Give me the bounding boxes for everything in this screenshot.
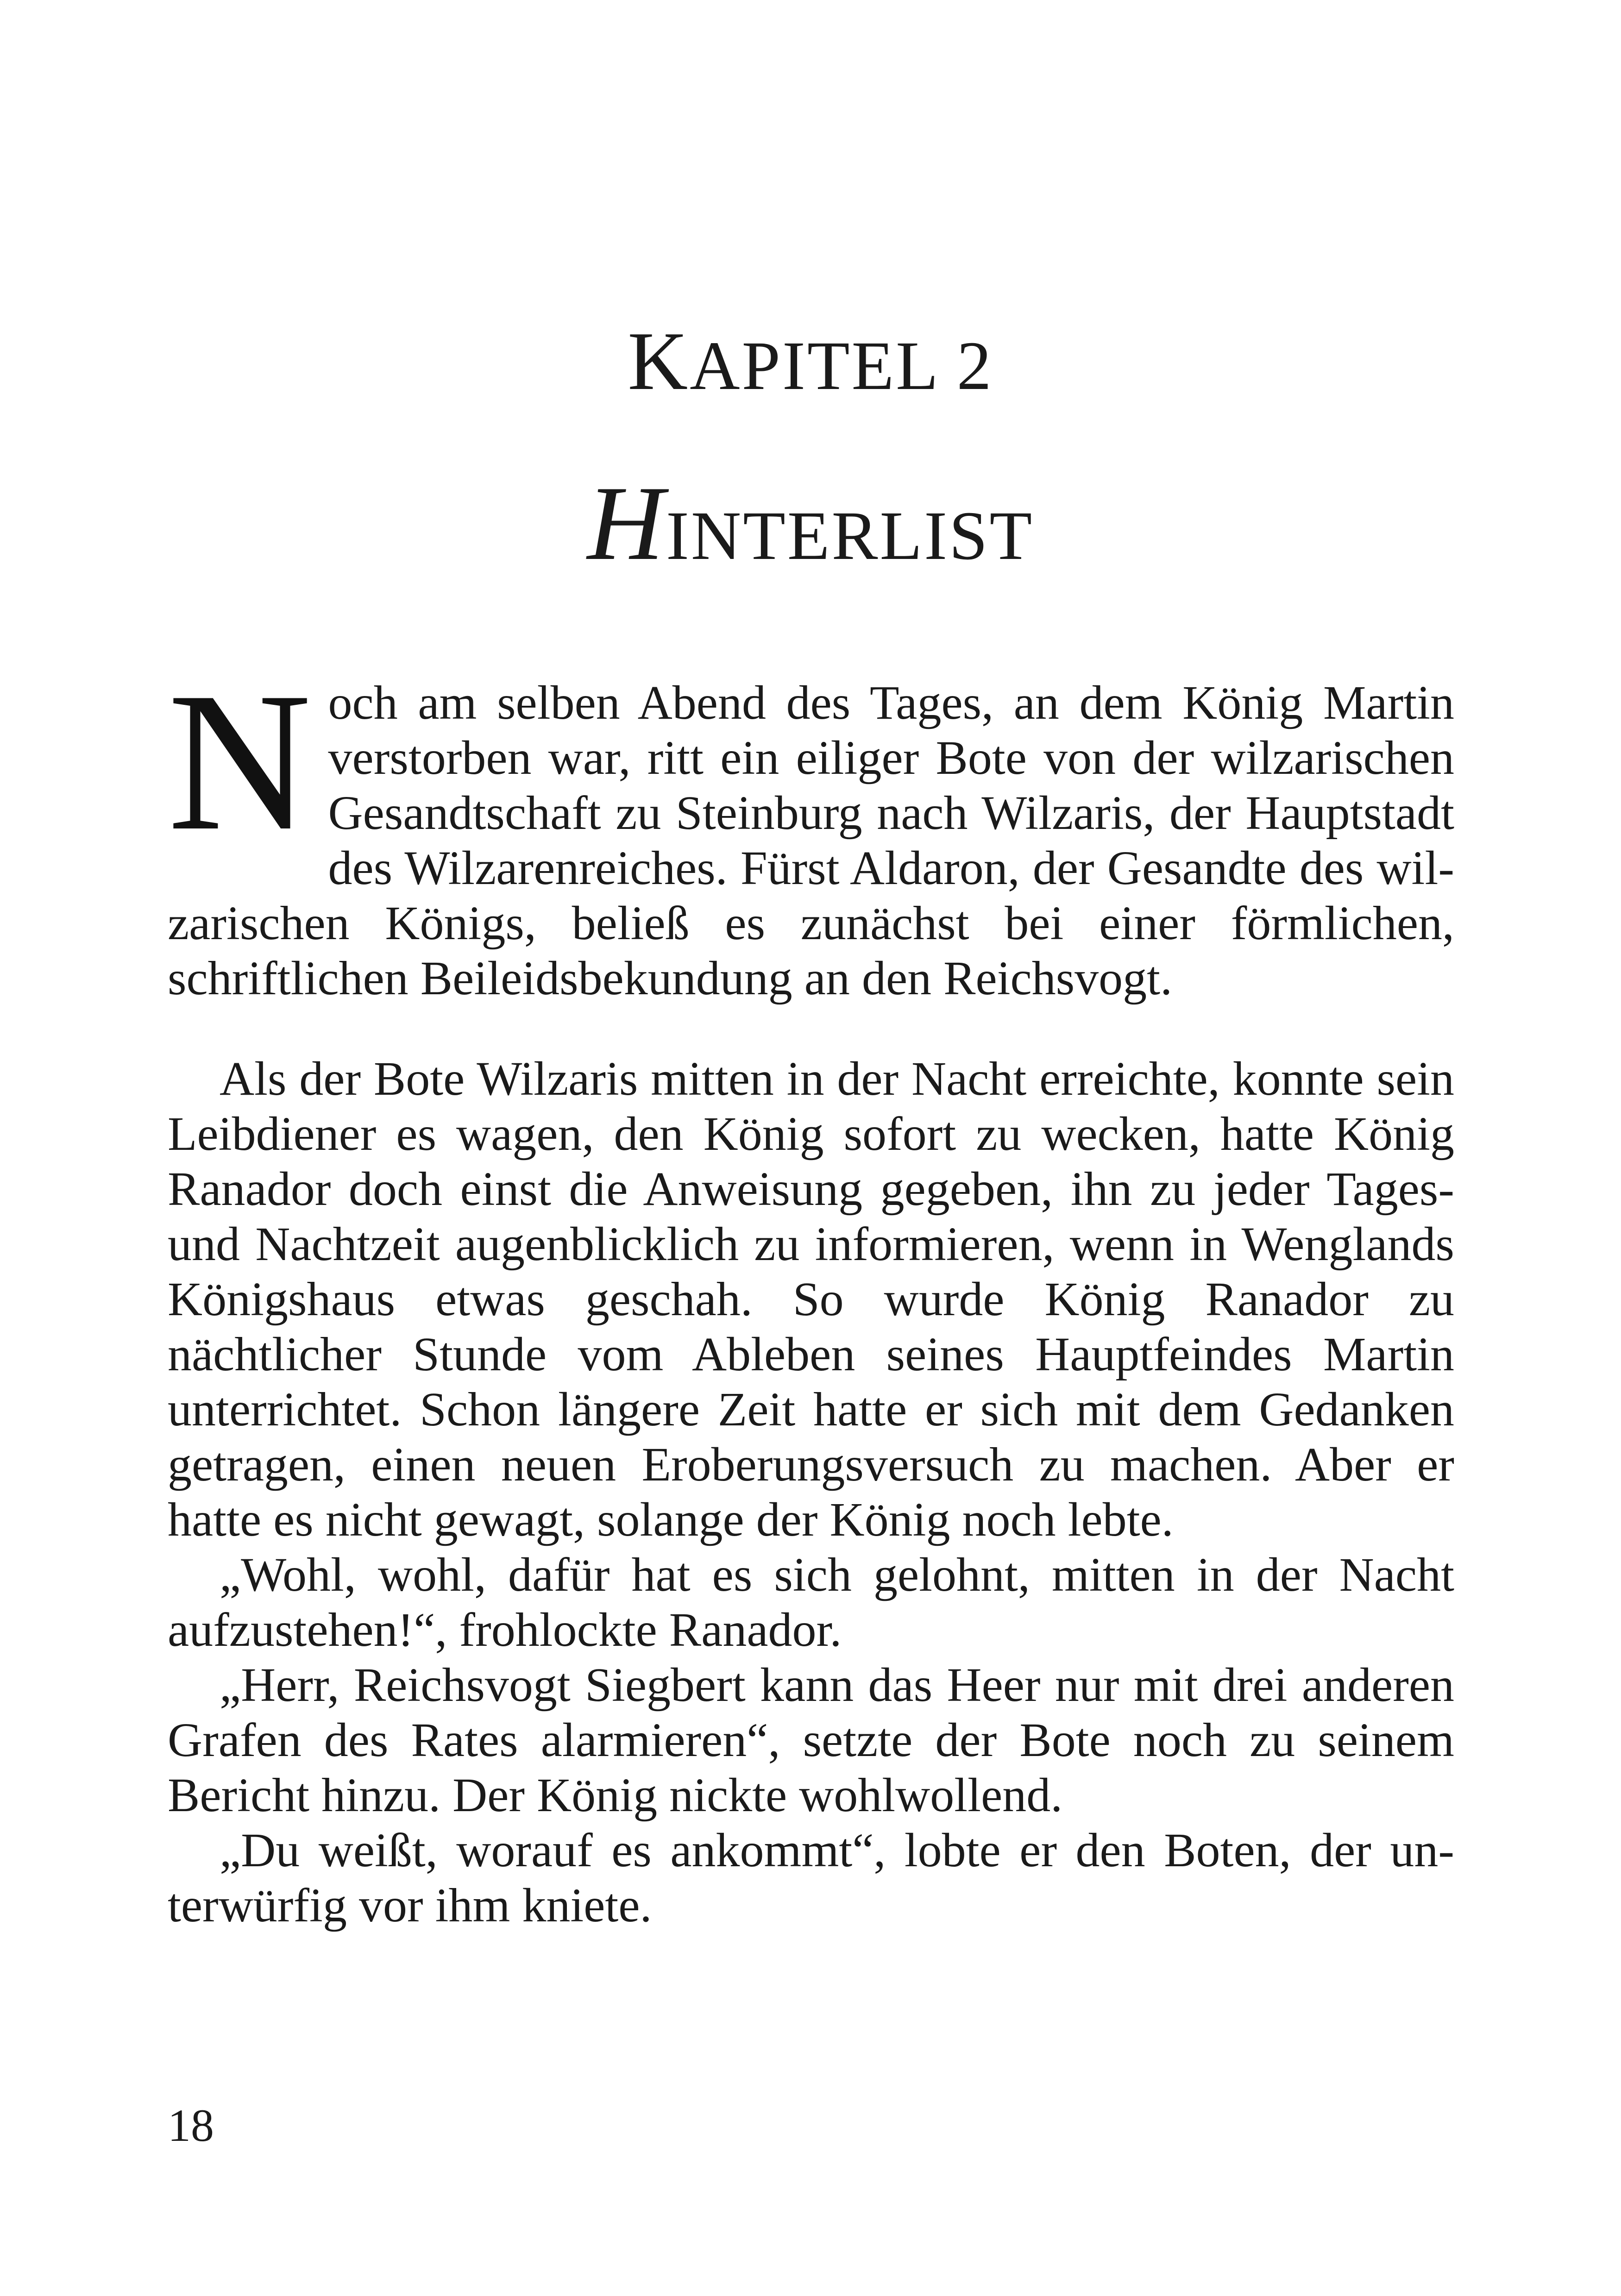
dialogue-paragraph: „Wohl, wohl, dafür hat es sich gelohnt, mitten in der Nacht aufzustehen!“, frohlockte Ranador. [168, 1548, 1454, 1656]
paragraph: Als der Bote Wilzaris mitten in der Nacht erreichte, konnte sein Leibdiener es wagen, den König sofort zu wecken, hatte König Ranador doch einst die Anweisung gegeben, ihn zu jeder Tages- und Nachtzeit augenblicklich zu informieren, wenn in Wenglands Königshaus etwas geschah. So wurde König Ranador zu nächtlicher Stunde vom Ableben seines Hauptfeindes Martin unterrichtet. Schon längere Zeit hatte er sich mit dem Gedanken getragen, einen neuen Eroberungsversuch zu machen. Aber er hatte es nicht gewagt, solange der König noch lebte. [168, 1052, 1454, 1546]
opening-paragraph [168, 652, 1454, 1006]
main-section [168, 1051, 1454, 1933]
chapter-title-heading [0, 464, 1621, 582]
chapter-number-initial: K [628, 315, 690, 407]
opening-section [168, 652, 1454, 1006]
chapter-number-heading [0, 315, 1621, 408]
chapter-title-initial: H [587, 464, 666, 582]
chapter-title-text: INTERLIST [666, 497, 1034, 574]
page-number: 18 [168, 2100, 214, 2151]
drop-cap: N [168, 652, 312, 872]
dialogue-paragraph: „Herr, Reichsvogt Siegbert kann das Heer nur mit drei anderen Grafen des Rates alarmieren“, setzte der Bote noch zu seinem Bericht hinzu. Der König nickte wohlwollend. [168, 1658, 1454, 1822]
dialogue-paragraph: „Du weißt, worauf es ankommt“, lobte er den Boten, der unterwürfig vor ihm kniete. [168, 1824, 1454, 1932]
opening-paragraph-text: och am selben Abend des Tages, an dem König Martin verstorben war, ritt ein eiliger Bote von der wilzarischen Gesandtschaft zu Steinburg nach Wilzaris, der Hauptstadt des Wilzarenreiches. Fürst Aldaron, der Gesandte des wilzarischen Königs, beließ es zunächst bei einer förmlichen, schriftlichen Beileidsbekundung an den Reichsvogt. [168, 676, 1454, 1005]
chapter-number-text: APITEL 2 [690, 327, 993, 404]
